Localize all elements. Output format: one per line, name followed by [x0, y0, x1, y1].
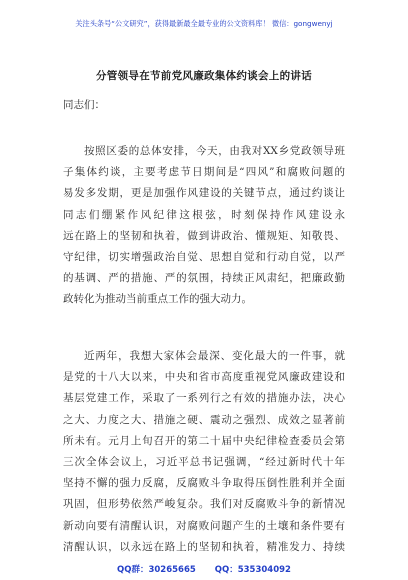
paragraph-line: 守纪律，切实增强政治自觉、思想自觉和行动自觉，以严	[63, 250, 345, 263]
salutation: 同志们：	[63, 99, 105, 111]
footer-contact	[0, 563, 408, 575]
paragraph-line: 子集体约谈，主要考虑节日期间是“四风”和腐败问题的	[63, 166, 345, 179]
paragraph-line: 同志们绷紧作风纪律这根弦，时刻保持作风建设永	[63, 208, 345, 221]
paragraph-line: 所未有。元月上旬召开的第二十届中央纪律检查委员会第	[63, 434, 345, 447]
paragraph-line: 是党的十八大以来，中央和省市高度重视党风廉政建设和	[63, 371, 345, 384]
header-banner: 关注头条号“公文研究”，获得最新最全最专业的公文资料库！ 微信：gongwenyj	[75, 19, 333, 28]
footer-qq-number: QQ：535304092	[214, 565, 291, 575]
paragraph-1	[63, 141, 345, 311]
paragraph-line: 巩固，但形势依然严峻复杂。我们对反腐败斗争的新情况	[63, 498, 345, 511]
paragraph-line: 的基调、严的措施、严的氛围，持续正风肃纪，把廉政勤	[63, 272, 345, 285]
paragraph-line: 新动向要有清醒认识，对腐败问题产生的土壤和条件要有	[63, 519, 345, 532]
paragraph-line: 政转化为推动当前重点工作的强大动力。	[63, 293, 252, 306]
footer-qq-group: QQ群：30265665	[117, 565, 196, 575]
paragraph-line: 坚持不懈的强力反腐，反腐败斗争取得压倒性胜利并全面	[63, 477, 345, 490]
paragraph-line: 三次全体会议上，习近平总书记强调，“经过新时代十年	[63, 455, 345, 468]
paragraph-line: 易发多发期，更是加强作风建设的关键节点，通过约谈让	[63, 187, 345, 200]
paragraph-line: 远在路上的坚韧和执着，做到讲政治、懂规矩、知敬畏、	[63, 229, 345, 242]
paragraph-line: 按照区委的总体安排，今天，由我对XX乡党政领导班	[84, 145, 345, 157]
paragraph-line: 清醒认识，以永远在路上的坚韧和执着，精准发力、持续	[63, 540, 345, 553]
paragraph-line: 基层党建工作，采取了一系列行之有效的措施办法，决心	[63, 392, 345, 405]
paragraph-line: 近两年，我想大家体会最深、变化最大的一件事，就	[84, 350, 345, 362]
paragraph-2	[63, 346, 345, 558]
document-title: 分管领导在节前党风廉政集体约谈会上的讲话	[96, 70, 312, 82]
paragraph-line: 之大、力度之大、措施之硬、震动之强烈、成效之显著前	[63, 413, 345, 426]
